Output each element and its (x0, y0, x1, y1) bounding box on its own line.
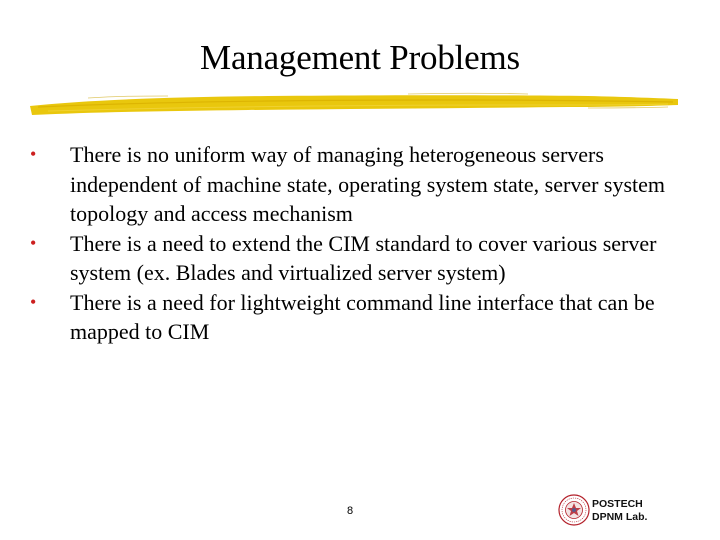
logo-line-postech: POSTECH (592, 498, 643, 510)
bullet-text: There is a need to extend the CIM standard to cover various server system (ex. Blades and virtualized server system) (70, 230, 657, 285)
logo-line-dpnm: DPNM Lab. (592, 510, 648, 523)
bullet-dot: • (30, 232, 37, 253)
bullet-item (28, 229, 698, 288)
bullet-item (28, 288, 698, 347)
bullet-list (28, 140, 698, 347)
postech-seal-icon (558, 494, 590, 526)
title-underline-brush (28, 86, 680, 120)
bullet-text: There is a need for lightweight command line interface that can be mapped to CIM (70, 289, 655, 344)
bullet-item (28, 140, 698, 229)
page-number: 8 (346, 505, 354, 517)
lab-logo-text (592, 498, 647, 523)
slide-title: Management Problems (200, 38, 520, 77)
bullet-dot: • (30, 291, 37, 312)
bullet-dot: • (30, 144, 37, 164)
bullet-text: There is no uniform way of managing heterogeneous servers independent of machine state, operating system state, server system topology and access mechanism (70, 142, 666, 226)
